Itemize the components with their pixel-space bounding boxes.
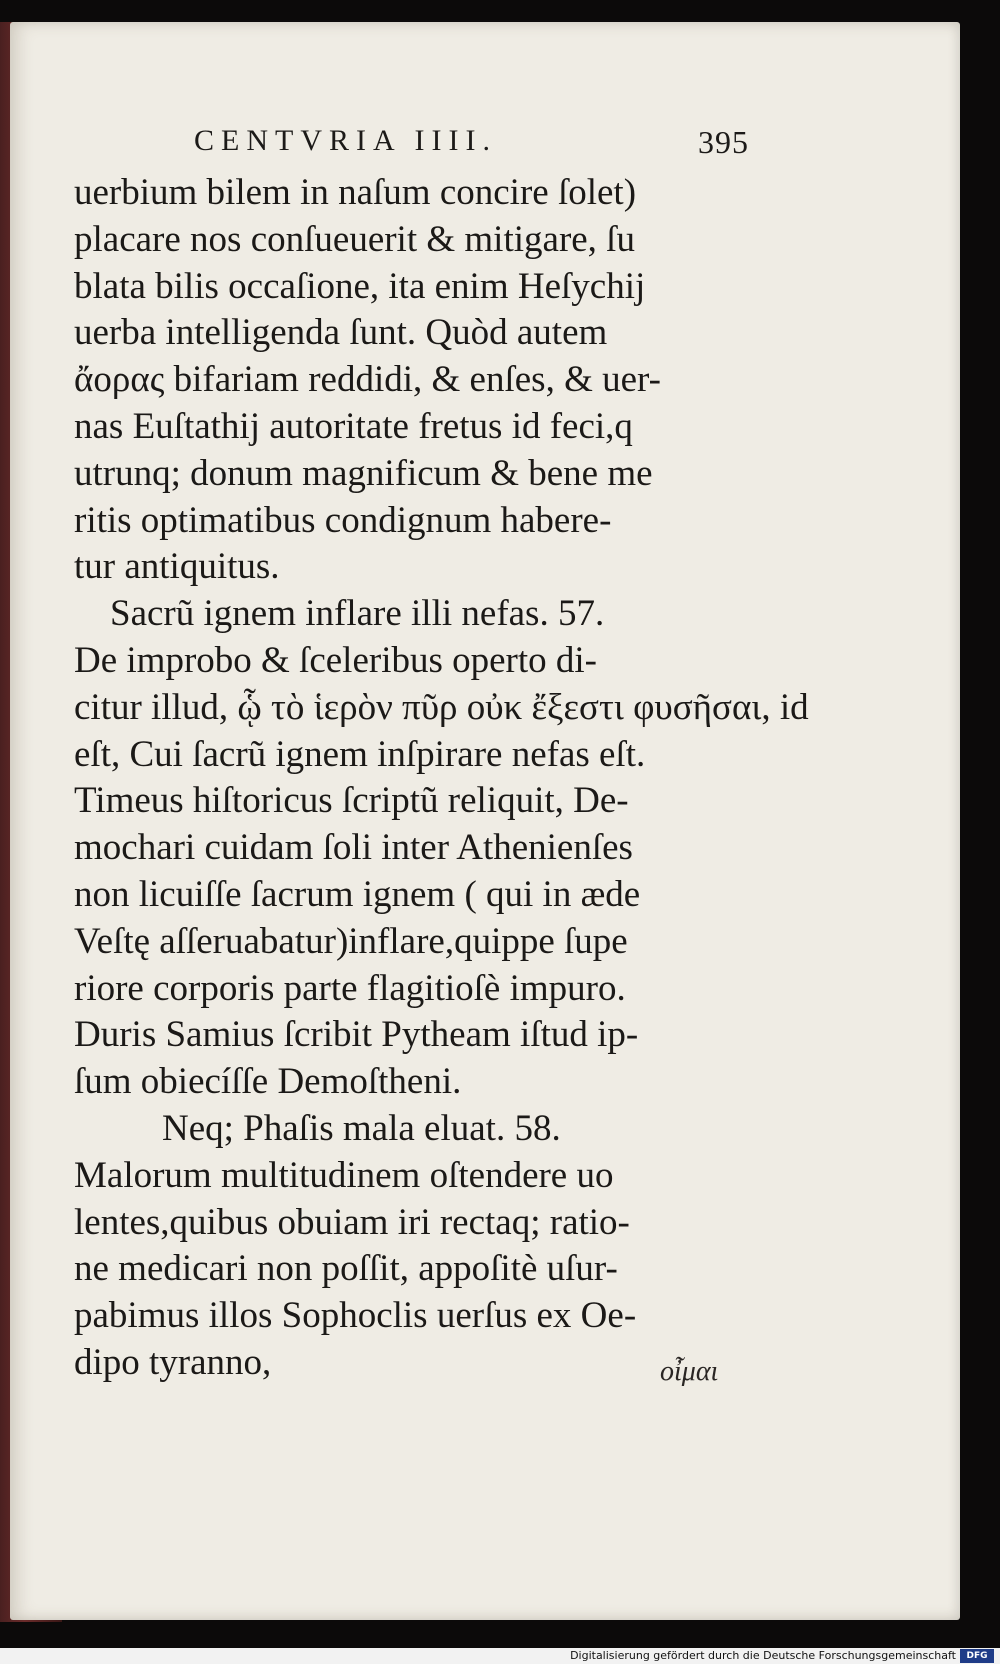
- text-line: ſum obiecíſſe Demoſtheni.: [74, 1061, 462, 1103]
- text-line: uerba intelligenda ſunt. Quòd autem: [74, 312, 608, 354]
- text-line: uerbium bilem in naſum concire ſolet): [74, 172, 637, 213]
- text-line: nas Euſtathij autoritate fretus id feci,q: [74, 405, 633, 447]
- text-line: blata bilis occaſione, ita enim Heſychij: [74, 265, 646, 307]
- dfg-logo: DFG: [960, 1649, 994, 1663]
- text-line: Neq; Phaſis mala eluat. 58.: [162, 1107, 561, 1149]
- text-line: citur illud, ᾧ τὸ ἱερὸν πῦρ οὐκ ἔξεστι φυσῆσαι, id: [74, 686, 809, 728]
- text-line: pabimus illos Sophoclis uerſus ex Oe-: [74, 1295, 637, 1337]
- text-line: Malorum multitudinem oſtendere uo: [74, 1154, 614, 1196]
- text-line: Duris Samius ſcribit Pytheam iſtud ip-: [74, 1014, 639, 1056]
- text-line: Timeus hiſtoricus ſcriptũ reliquit, De-: [74, 780, 629, 822]
- running-head: CENTVRIA IIII.: [194, 124, 497, 157]
- text-line: non licuiſſe ſacrum ignem ( qui in æde: [74, 873, 641, 915]
- text-line: Sacrũ ignem inflare illi nefas. 57.: [110, 593, 605, 635]
- text-line: lentes,quibus obuiam iri rectaq; ratio-: [74, 1201, 630, 1243]
- text-line: ne medicari non poſſit, appoſitè uſur-: [74, 1248, 618, 1290]
- text-line: Veſtę aſſeruabatur)inflare,quippe ſupe: [74, 920, 628, 962]
- text-line: De improbo & ſceleribus operto di-: [74, 639, 598, 681]
- text-line: tur antiquitus.: [74, 546, 280, 588]
- text-line: utrunq; donum magnificum & bene me: [74, 452, 653, 494]
- text-line: mochari cuidam ſoli inter Athenienſes: [74, 827, 633, 869]
- catchword: οἶμαι: [660, 1356, 719, 1387]
- text-block: [74, 170, 809, 1387]
- text-line: eſt, Cui ſacrũ ignem inſpirare nefas eſt.: [74, 733, 646, 775]
- text-line: dipo tyranno,: [74, 1341, 272, 1383]
- text-line: ritis optimatibus condignum habere-: [74, 499, 612, 541]
- text-line: riore corporis parte flagitioſè impuro.: [74, 967, 626, 1009]
- text-line: ἄορας bifariam reddidi, & enſes, & uer-: [74, 359, 661, 401]
- page-number: 395: [698, 124, 749, 160]
- text-line: placare nos conſueuerit & mitigare, ſu: [74, 218, 635, 260]
- footer-credit: Digitalisierung gefördert durch die Deutsche Forschungsgemeinschaft: [570, 1649, 956, 1662]
